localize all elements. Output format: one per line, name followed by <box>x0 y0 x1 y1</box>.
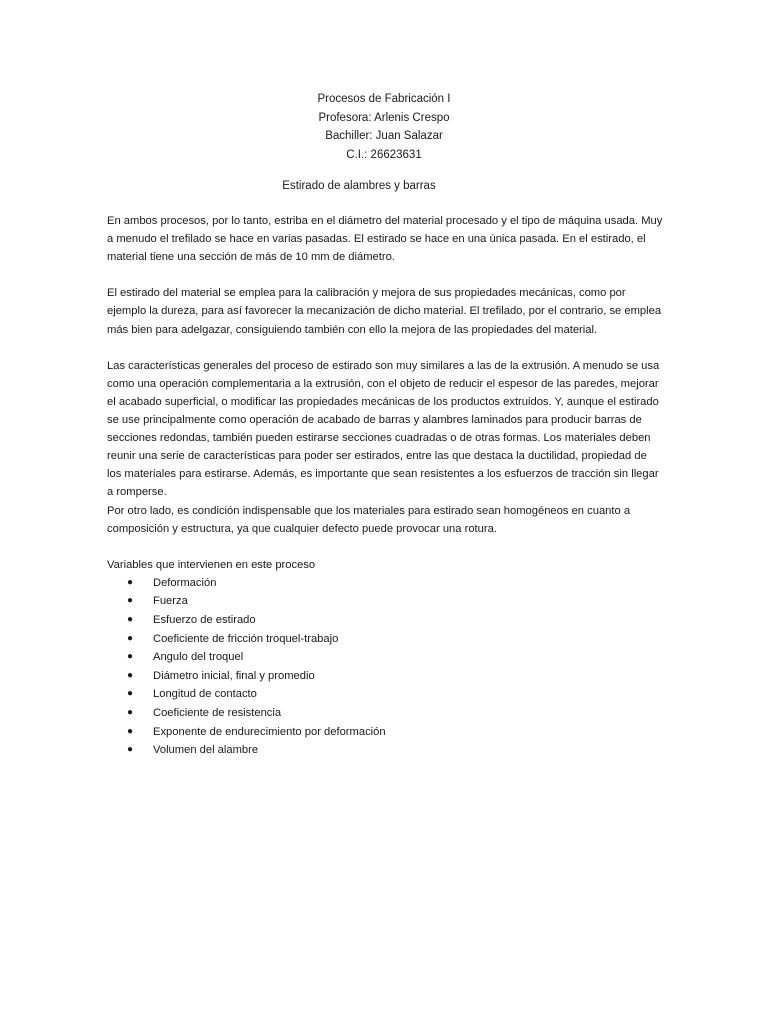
variables-heading: Variables que intervienen en este proceso <box>107 558 316 571</box>
paragraph: Las características generales del proceso de estirado son muy similares a las de la extrusión. A menudo se usa como una operación complementaria a la extrusión, con el objeto de reducir el espesor de las paredes, mejorar el acabado superficial, o modificar las propiedades mecánicas de los productos extruidos. Y, aunque el estirado se use principalmente como operación de acabado de barras y alambres laminados para producir barras de secciones redondas, también pueden estirarse secciones cuadradas o de otras formas. Los materiales deben reunir una serie de características para poder ser estirados, entre las que destaca la ductilidad, propiedad de los materiales para estirarse. Además, es importante que sean resistentes a los esfuerzos de tracción sin llegar a romperse. <box>107 359 660 499</box>
list-item <box>107 667 663 686</box>
course-name: Procesos de Fabricación I <box>317 93 451 105</box>
list-item-text: Fuerza <box>153 595 188 608</box>
list-item <box>107 685 663 704</box>
bullet-icon: ● <box>127 651 134 663</box>
bullet-icon: ● <box>127 688 134 700</box>
bullet-icon: ● <box>127 669 134 681</box>
document-body <box>107 212 663 760</box>
list-item-text: Diámetro inicial, final y promedio <box>153 669 315 682</box>
student-id: C.I.: 26623631 <box>346 148 422 161</box>
bullet-icon: ● <box>127 725 134 737</box>
bullet-icon: ● <box>127 744 134 756</box>
list-item-text: Volumen del alambre <box>153 744 259 757</box>
list-item-text: Deformación <box>153 576 217 589</box>
bullet-icon: ● <box>127 595 134 607</box>
professor-name: Profesora: Arlenis Crespo <box>318 111 450 124</box>
list-item-text: Angulo del troquel <box>153 651 244 664</box>
document-title: Estirado de alambres y barras <box>282 180 436 192</box>
bullet-icon: ● <box>127 632 134 644</box>
bullet-icon: ● <box>127 576 134 588</box>
bullet-icon: ● <box>127 614 134 626</box>
list-item-text: Esfuerzo de estirado <box>153 614 256 627</box>
list-item <box>107 611 663 630</box>
list-item-text: Exponente de endurecimiento por deformación <box>153 725 386 738</box>
paragraph: Por otro lado, es condición indispensable que los materiales para estirado sean homogéneos en cuanto a composición y estructura, ya que cualquier defecto puede provocar una rotura. <box>107 504 631 535</box>
list-item <box>107 592 663 611</box>
list-item-text: Coeficiente de fricción troquel-trabajo <box>153 632 339 645</box>
bullet-icon: ● <box>127 707 134 719</box>
variables-list <box>107 574 663 760</box>
student-name: Bachiller: Juan Salazar <box>325 130 443 142</box>
list-item-text: Longitud de contacto <box>153 688 257 701</box>
list-item <box>107 741 663 760</box>
list-item <box>107 574 663 593</box>
paragraph: En ambos procesos, por lo tanto, estriba en el diámetro del material procesado y el tipo de máquina usada. Muy a menudo el trefilado se hace en varias pasadas. El estirado se hace en una única pasada. En el estirado, el material tiene una sección de más de 10 mm de diámetro. <box>107 215 663 264</box>
document-header <box>0 90 768 164</box>
list-item <box>107 704 663 723</box>
list-item <box>107 723 663 742</box>
paragraph: El estirado del material se emplea para la calibración y mejora de sus propiedades mecánicas, como por ejemplo la dureza, para así favorecer la mecanización de dicho material. El trefilado, por el contrario, se emplea más bien para adelgazar, consiguiendo también con ello la mejora de las propiedades del material. <box>107 287 662 336</box>
list-item <box>107 630 663 649</box>
list-item <box>107 648 663 667</box>
list-item-text: Coeficiente de resistencia <box>153 707 282 720</box>
